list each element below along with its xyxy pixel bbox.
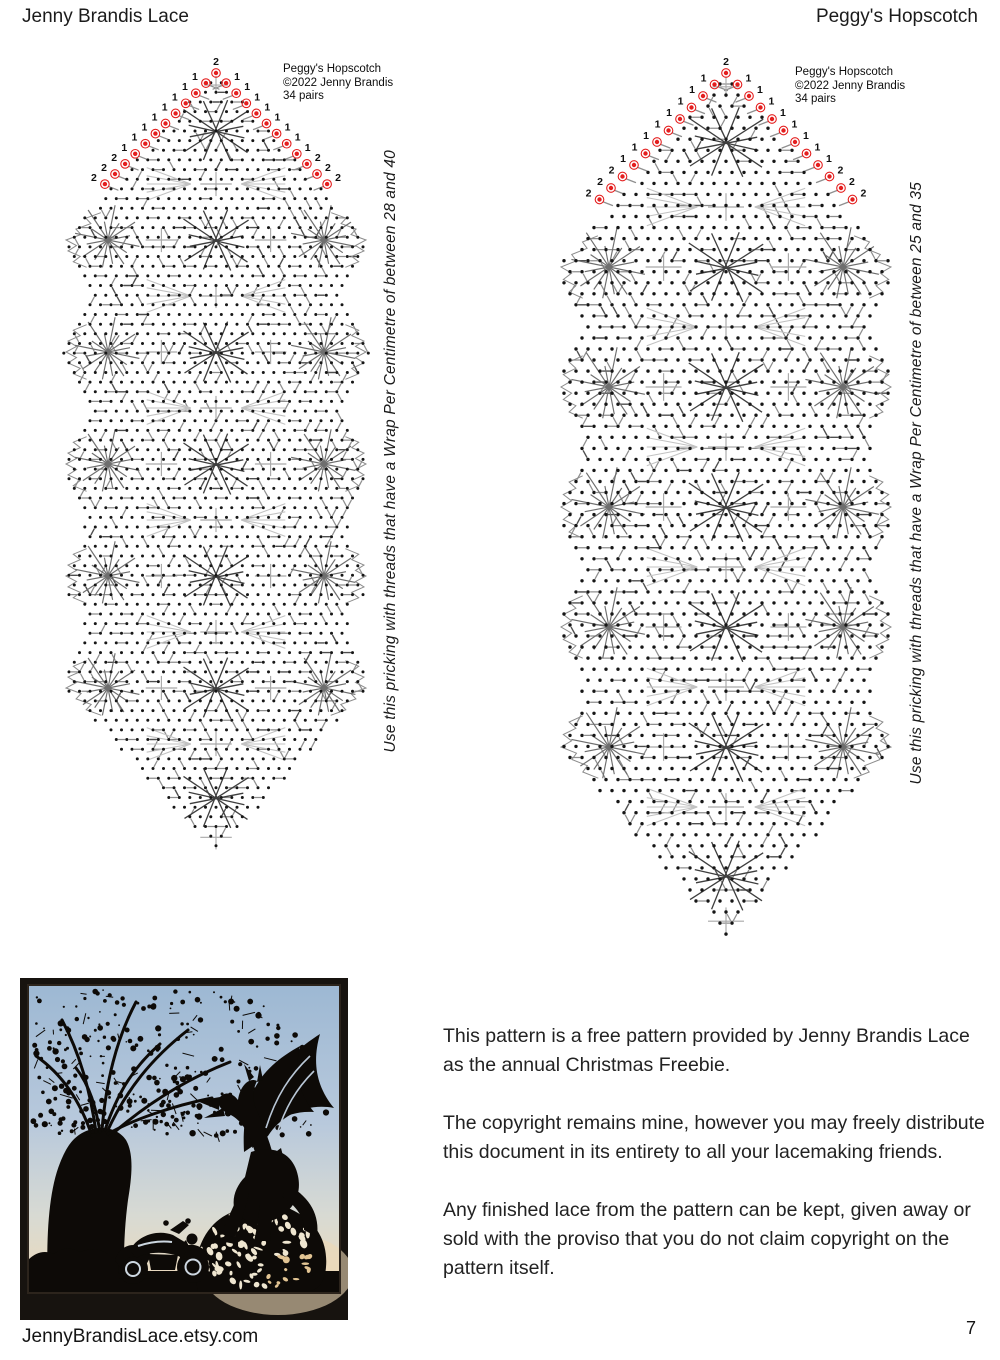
svg-text:1: 1 (304, 141, 311, 154)
svg-text:1: 1 (234, 71, 240, 84)
svg-text:1: 1 (131, 131, 138, 144)
svg-text:2: 2 (111, 151, 118, 164)
wpc-note-right: Use this pricking with threads that have a Wrap Per Centimetre of between 25 and 35 (908, 182, 925, 785)
svg-text:1: 1 (244, 81, 251, 94)
svg-text:2: 2 (91, 172, 97, 185)
svg-text:1: 1 (192, 71, 198, 84)
pricking-diagram-right (540, 45, 945, 950)
diagram-title: Peggy's Hopscotch (795, 66, 894, 78)
diagram-copyright: ©2022 Jenny Brandis (283, 76, 394, 89)
header-author: Jenny Brandis Lace (22, 6, 189, 27)
cross-and-fan-motifs (146, 76, 287, 849)
diagram-title: Peggy's Hopscotch (283, 63, 382, 75)
svg-text:1: 1 (121, 141, 128, 154)
lace-pricking-svg (18, 45, 413, 875)
wpc-note-left: Use this pricking with threads that have a Wrap Per Centimetre of between 28 and 40 (382, 150, 399, 753)
diagram-caption-left (283, 63, 393, 104)
pricking-diagram-left (18, 45, 413, 875)
svg-text:2: 2 (335, 172, 341, 185)
header-pattern-name: Peggy's Hopscotch (815, 6, 978, 27)
license-paragraph-3: Any finished lace from the pattern can be kept, given away or sold with the proviso that you do not claim copyright on the pattern itself. (443, 1199, 971, 1279)
silhouette-photo-svg (20, 978, 348, 1320)
diagram-copyright: ©2022 Jenny Brandis (795, 79, 906, 92)
silhouette-photo (20, 978, 348, 1320)
svg-text:1: 1 (254, 91, 261, 104)
diagram-pairs: 34 pairs (795, 93, 836, 105)
svg-text:1: 1 (141, 121, 148, 134)
svg-text:1: 1 (274, 111, 281, 124)
license-paragraph-1: This pattern is a free pattern provided by Jenny Brandis Lace as the annual Christmas Freebie. (443, 1025, 970, 1076)
license-text (443, 1022, 991, 1312)
svg-text:1: 1 (151, 111, 158, 124)
svg-text:2: 2 (101, 162, 107, 174)
svg-text:1: 1 (284, 121, 291, 134)
website-link[interactable]: JennyBrandisLace.etsy.com (22, 1326, 259, 1347)
svg-text:1: 1 (181, 81, 188, 94)
diagram-caption-right (795, 66, 905, 107)
page-number: 7 (965, 1318, 976, 1338)
lace-pricking-svg (540, 45, 945, 950)
svg-text:1: 1 (171, 91, 178, 104)
svg-text:1: 1 (264, 101, 271, 114)
svg-text:2: 2 (314, 151, 321, 164)
svg-text:2: 2 (325, 162, 331, 174)
license-paragraph-2: The copyright remains mine, however you may freely distribute this document in its entirety to all your lacemaking friends. (443, 1112, 985, 1163)
svg-text:1: 1 (294, 131, 301, 144)
svg-text:2: 2 (213, 56, 219, 68)
diagram-pairs: 34 pairs (283, 90, 324, 102)
svg-text:1: 1 (161, 101, 168, 114)
